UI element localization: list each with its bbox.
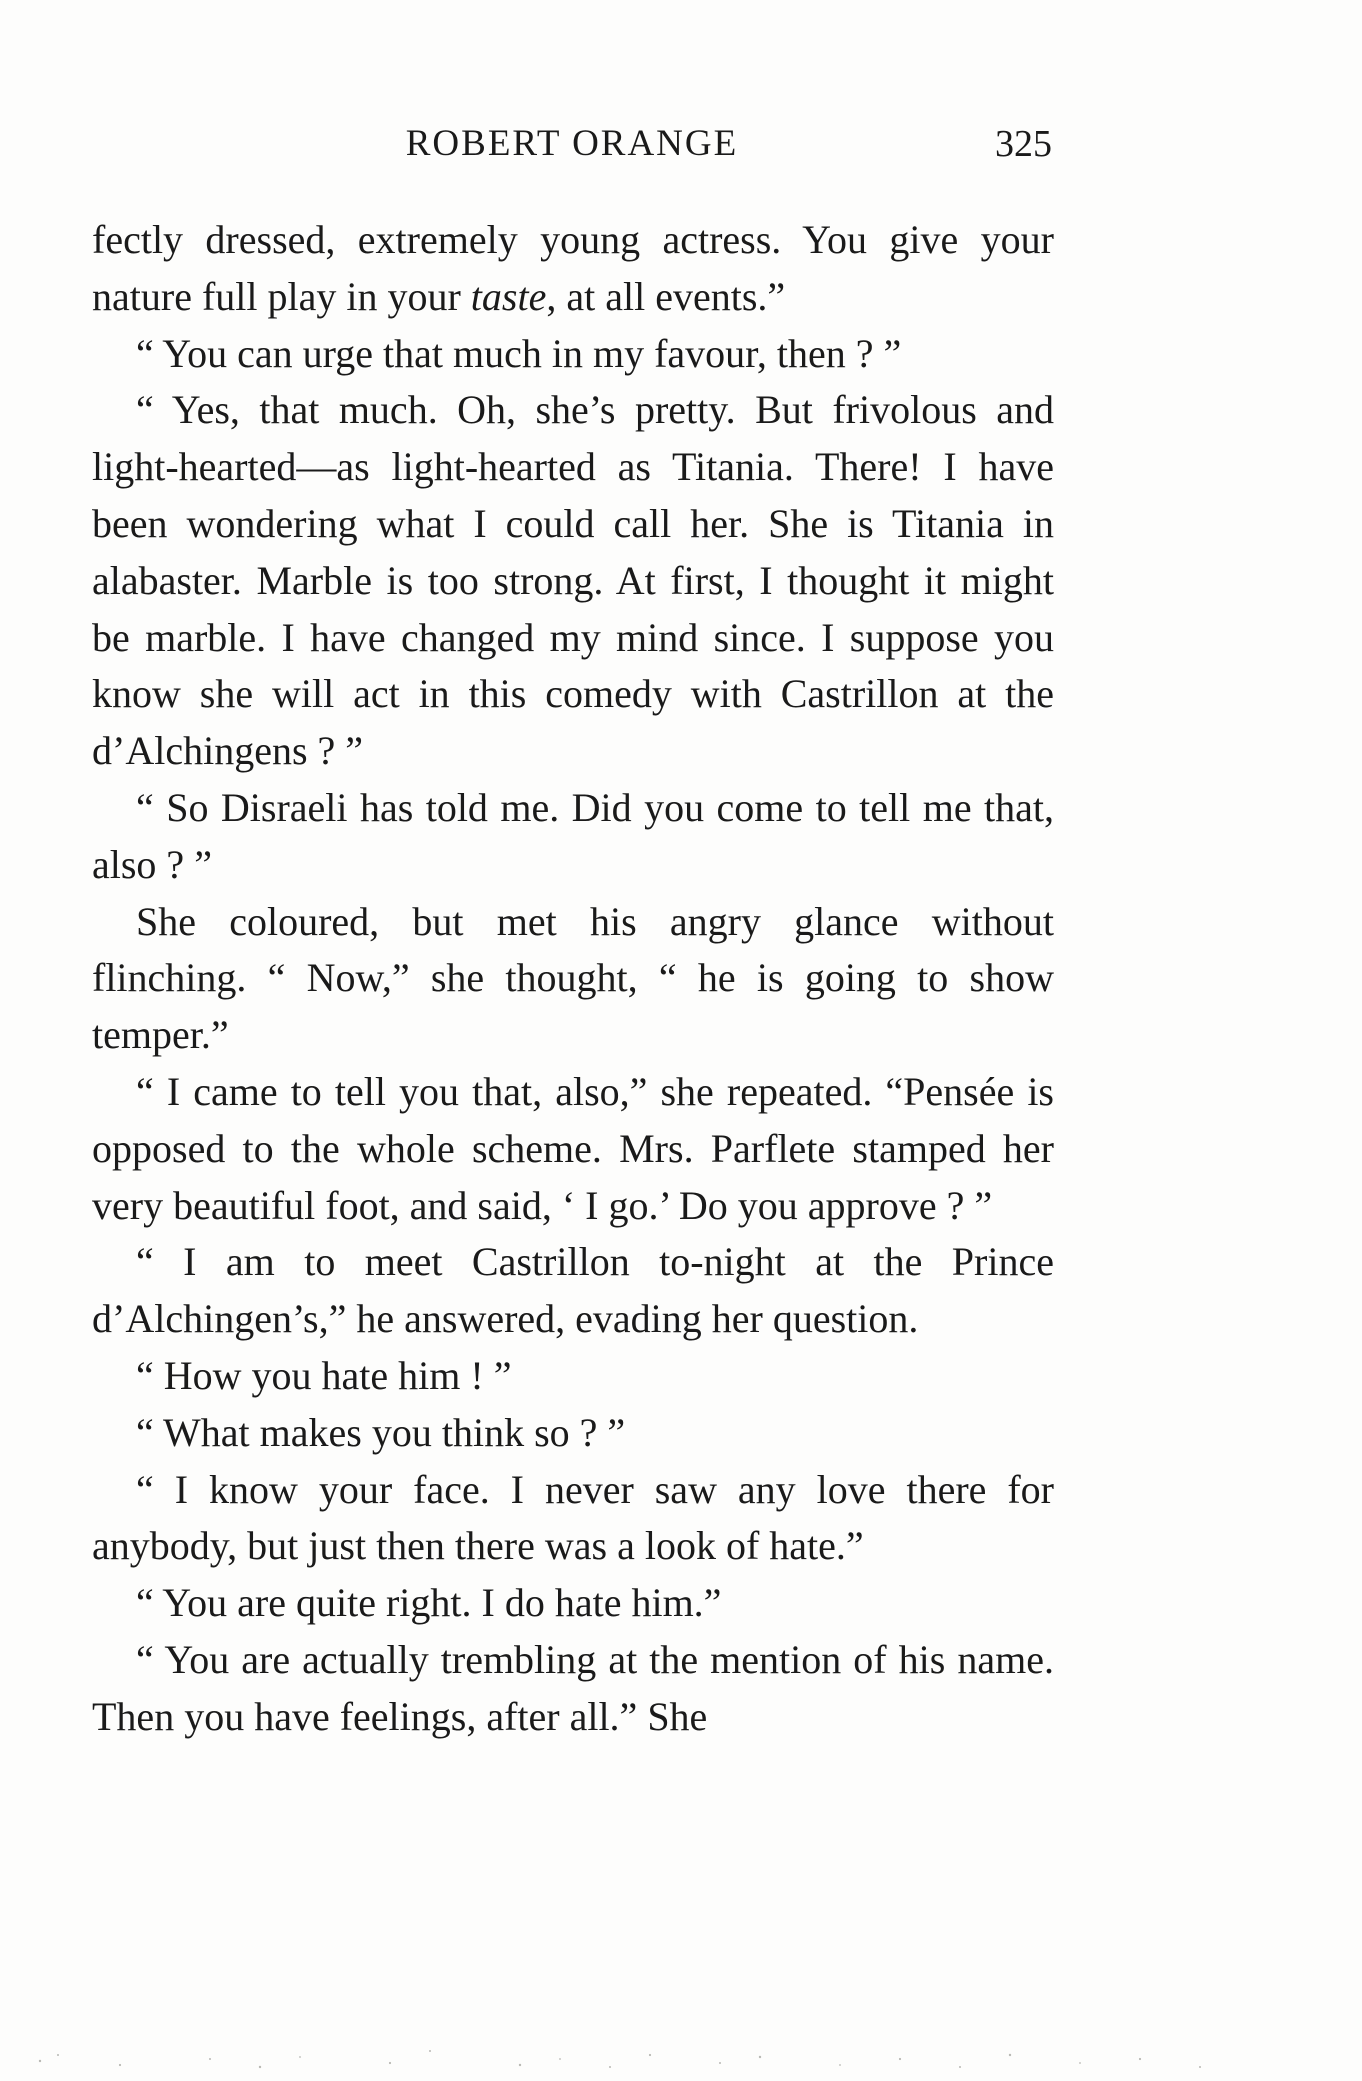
body-text bbox=[92, 212, 1054, 1746]
paragraph bbox=[92, 326, 1054, 383]
paragraph bbox=[92, 1405, 1054, 1462]
paragraph bbox=[92, 382, 1054, 780]
text-run: “ You are actually trembling at the mention of his name. Then you have feelings, after all.” She bbox=[92, 1636, 1054, 1739]
paragraph bbox=[92, 1575, 1054, 1632]
paragraph bbox=[92, 1632, 1054, 1746]
running-title: ROBERT ORANGE bbox=[405, 123, 739, 164]
paragraph bbox=[92, 1234, 1054, 1348]
text-run: “ You can urge that much in my favour, then ? ” bbox=[136, 330, 902, 376]
text-run: , at all events.” bbox=[546, 273, 786, 319]
text-run: “ You are quite right. I do hate him.” bbox=[136, 1580, 722, 1626]
text-run: “ I came to tell you that, also,” she repeated. “Pensée is opposed to the whole scheme. Mrs. Parflete stamped her very beautiful foot, and said, ‘ I go.’ Do you approve ? ” bbox=[92, 1068, 1054, 1228]
paragraph bbox=[92, 780, 1054, 894]
text-run: “ Yes, that much. Oh, she’s pretty. But frivolous and light-hearted—as light-hearted as Titania. There! I have been wondering what I could call her. She is Titania in alabaster. Marble is too strong. At first, I thought it might be marble. I have changed my mind since. I suppose you know she will act in this comedy with Castrillon at the d’Alchingens ? ” bbox=[92, 387, 1054, 774]
paper-specks bbox=[0, 2021, 1362, 2081]
text-run: “ I know your face. I never saw any love there for anybody, but just then there was a look of hate.” bbox=[92, 1466, 1054, 1569]
paragraph bbox=[92, 894, 1054, 1064]
paragraph bbox=[92, 1064, 1054, 1234]
running-head bbox=[92, 122, 1052, 172]
paragraph bbox=[92, 1348, 1054, 1405]
page-number: 325 bbox=[995, 123, 1052, 165]
italic-text: taste bbox=[470, 273, 547, 319]
paragraph bbox=[92, 212, 1054, 326]
text-run: “ What makes you think so ? ” bbox=[136, 1409, 626, 1455]
text-run: “ So Disraeli has told me. Did you come to tell me that, also ? ” bbox=[92, 784, 1054, 887]
text-run: She coloured, but met his angry glance without flinching. “ Now,” she thought, “ he is going to show temper.” bbox=[92, 898, 1054, 1058]
text-run: “ How you hate him ! ” bbox=[136, 1352, 512, 1398]
paragraph bbox=[92, 1462, 1054, 1576]
text-run: fectly dressed, extremely young actress. You give your nature full play in your bbox=[92, 217, 1054, 319]
text-run: “ I am to meet Castrillon to-night at the Prince d’Alchingen’s,” he answered, evading her question. bbox=[92, 1239, 1054, 1342]
